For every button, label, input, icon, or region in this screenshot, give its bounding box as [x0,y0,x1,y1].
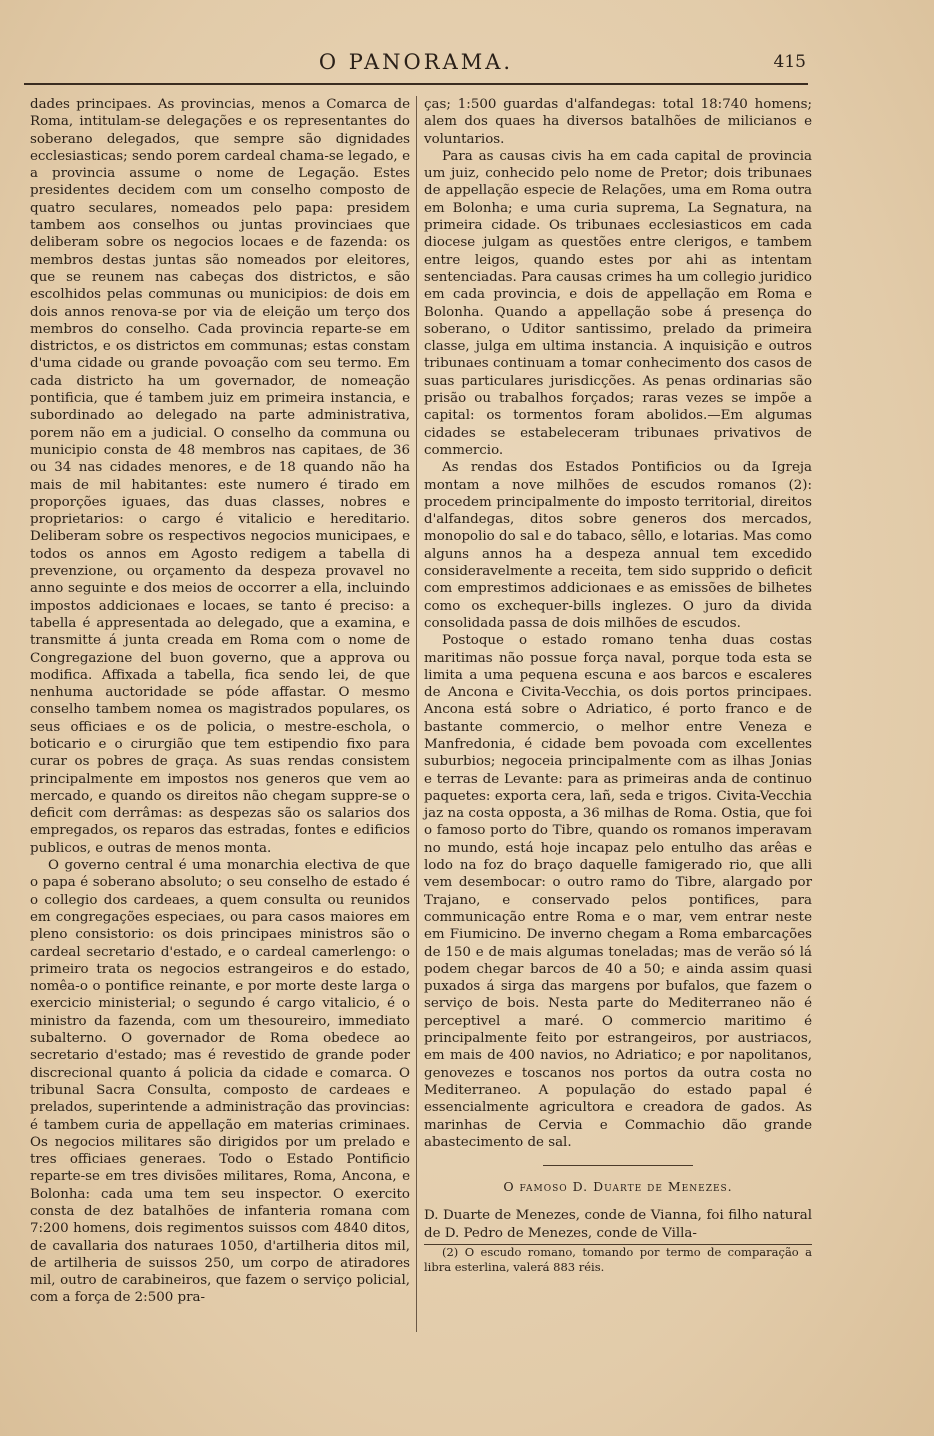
left-column [30,96,410,1307]
column-divider [416,96,417,1332]
paragraph: O governo central é uma monarchia electiva de que o papa é soberano absoluto; o seu conselho de estado é o collegio dos cardeaes, a quem consulta ou reunidos em congregações especiaes, ou para casos maiores em pleno consistorio: os dois principaes ministros são o cardeal secretario d'estado, e o cardeal camerlengo: o primeiro trata os negocios estrangeiros e do estado, nomêa-o o pontifice reinante, e por morte deste larga o exercicio ministerial; o segundo é cargo vitalicio, é o ministro da fazenda, com um thesoureiro, immediato subalterno. O governador de Roma obedece ao secretario d'estado; mas é revestido de grande poder discrecional quanto á policia da cidade e comarca. O tribunal Sacra Consulta, composto de cardeaes e prelados, superintende a administração das provincias: é tambem curia de appellação em materias criminaes. Os negocios militares são dirigidos por um prelado e tres officiaes generaes. Todo o Estado Pontificio reparte-se em tres divisões militares, Roma, Ancona, e Bolonha: cada uma tem seu inspector. O exercito consta de dez batalhões de infanteria romana com 7:200 homens, dois regimentos suissos com 4840 ditos, de cavallaria dos naturaes 1050, d'artilheria ditos mil, de artilheria de suissos 250, um corpo de atiradores mil, outro de carabineiros, que fazem o serviço policial, com a força de 2:500 pra- [30,858,410,1306]
paragraph: D. Duarte de Menezes, conde de Vianna, foi filho natural de D. Pedro de Menezes, conde de Villa- [424,1208,812,1241]
paragraph: As rendas dos Estados Pontificios ou da Igreja montam a nove milhões de escudos romanos (2): procedem principalmente do imposto territorial, direitos d'alfandegas, ditos sobre generos dos mercados, monopolio do sal e do tabaco, sêllo, e lotarias. Mas como alguns annos ha a despeza annual tem excedido consideravelmente a receita, tem sido supprido o deficit com emprestimos addicionaes e as emissões de bilhetes como os exchequer-bills inglezes. O juro da divida consolidada passa de dois milhões de escudos. [424,460,812,631]
paragraph: Postoque o estado romano tenha duas costas maritimas não possue força naval, porque toda esta se limita a uma pequena escuna e aos barcos e escaleres de Ancona e Civita-Vecchia, os dois portos principaes. Ancona está sobre o Adriatico, é porto franco e de bastante commercio, o melhor entre Veneza e Manfredonia, é cidade bem povoada com excellentes suburbios; negoceia principalmente com as ilhas Jonias e terras de Levante: para as primeiras anda de continuo paquetes: exporta cera, lañ, seda e trigos. Civita-Vecchia jaz na costa opposta, a 36 milhas de Roma. Ostia, que foi o famoso porto do Tibre, quando os romanos imperavam no mundo, está hoje incapaz pelo entulho das arêas e lodo na foz do braço daquelle famigerado rio, que alli vem desembocar: o outro ramo do Tibre, alargado por Trajano, e conservado pelos pontifices, para communicação entre Roma e o mar, vem entrar neste em Fiumicino. De inverno chegam a Roma embarcações de 150 e de mais algumas toneladas; mas de verão só lá podem chegar barcos de 40 a 50; e ainda assim quasi puxados á sirga das margens por bufalos, que fazem o serviço de bois. Nesta parte do Mediterraneo não é perceptivel a maré. O commercio maritimo é principalmente feito por estrangeiros, por austriacos, em mais de 400 navios, no Adriatico; e por napolitanos, genovezes e toscanos nos portos da outra costa no Mediterraneo. A população do estado papal é essencialmente agricultora e creadora de gados. As marinhas de Cervia e Commachio dão grande abastecimento de sal. [424,633,812,1150]
footnote: (2) O escudo romano, tomando por termo de comparação a libra esterlina, valerá 883 réis. [424,1245,812,1274]
page-number: 415 [773,52,806,72]
page-header [26,48,806,80]
paragraph: ças; 1:500 guardas d'alfandegas: total 18:740 homens; alem dos quaes ha diversos batalhões de milicianos e voluntarios. [424,97,812,147]
publication-title: O PANORAMA. [318,50,514,74]
header-rule [24,83,808,85]
paragraph: dades principaes. As provincias, menos a Comarca de Roma, intitulam-se delegações e os representantes do soberano delegados, que sempre são dignidades ecclesiasticas; sendo porem cardeal chama-se legado, e a provincia assume o nome de Legação. Estes presidentes decidem com um conselho composto de quatro seculares, nomeados pelo papa: presidem tambem aos conselhos ou juntas provinciaes que deliberam sobre os negocios locaes e de fazenda: os membros destas juntas são nomeados por eleitores, que se reunem nas cabeças dos districtos, e são escolhidos pelas communas ou municipios: de dois em dois annos renova-se por via de eleição um terço dos membros do conselho. Cada provincia reparte-se em districtos, e os districtos em communas; estas constam d'uma cidade ou grande povoação com seu termo. Em cada districto ha um governador, de nomeação pontificia, que é tambem juiz em primeira instancia, e subordinado ao delegado na parte administrativa, porem não em a judicial. O conselho da communa ou municipio consta de 48 membros nas capitaes, de 36 ou 34 nas cidades menores, e de 18 quando não ha mais de mil habitantes: este numero é tirado em proporções iguaes, das duas classes, nobres e proprietarios: o cargo é vitalicio e hereditario. Deliberam sobre os respectivos negocios municipaes, e todos os annos em Agosto redigem a tabella di prevenzione, ou orçamento da despeza provavel no anno seguinte e dos meios de occorrer a ella, incluindo impostos addicionaes e locaes, se tanto é preciso: a tabella é appresentada ao delegado, que a examina, e transmitte á junta creada em Roma com o nome de Congregazione del buon governo, que a approva ou modifica. Affixada a tabella, fica sendo lei, de que nenhuma auctoridade se póde affastar. O mesmo conselho tambem nomea os magistrados populares, os seus officiaes e os de policia, o mestre-eschola, o boticario e o cirurgião que tem estipendio fixo para curar os pobres de graça. As suas rendas consistem principalmente em impostos nos generos que vem ao mercado, e quando os direitos não chegam suppre-se o deficit com derrâmas: as despezas são os salarios dos empregados, os reparos das estradas, fontes e edificios publicos, e outras de menos monta. [30,97,410,856]
paragraph: Para as causas civis ha em cada capital de provincia um juiz, conhecido pelo nome de Pretor; dois tribunaes de appellação especie de Relações, uma em Roma outra em Bolonha; e uma curia suprema, La Segnatura, na primeira cidade. Os tribunaes ecclesiasticos em cada diocese julgam as questões entre clerigos, e tambem entre leigos, quando estes por ahi as intentam sentenciadas. Para causas crimes ha um collegio juridico em cada provincia, e dois de appellação em Roma e Bolonha. Quando a appellação sobe á presença do soberano, o Uditor santissimo, prelado da primeira classe, julga em ultima instancia. A inquisição e outros tribunaes continuam a tomar conhecimento dos casos de suas particulares jurisdicções. As penas ordinarias são prisão ou trabalhos forçados; raras vezes se impõe a capital: os tormentos foram abolidos.—Em algumas cidades se estabeleceram tribunaes privativos de commercio. [424,148,812,458]
section-title: O famoso D. Duarte de Menezes. [503,1179,733,1195]
right-column [424,96,812,1275]
section-rule [543,1165,693,1166]
